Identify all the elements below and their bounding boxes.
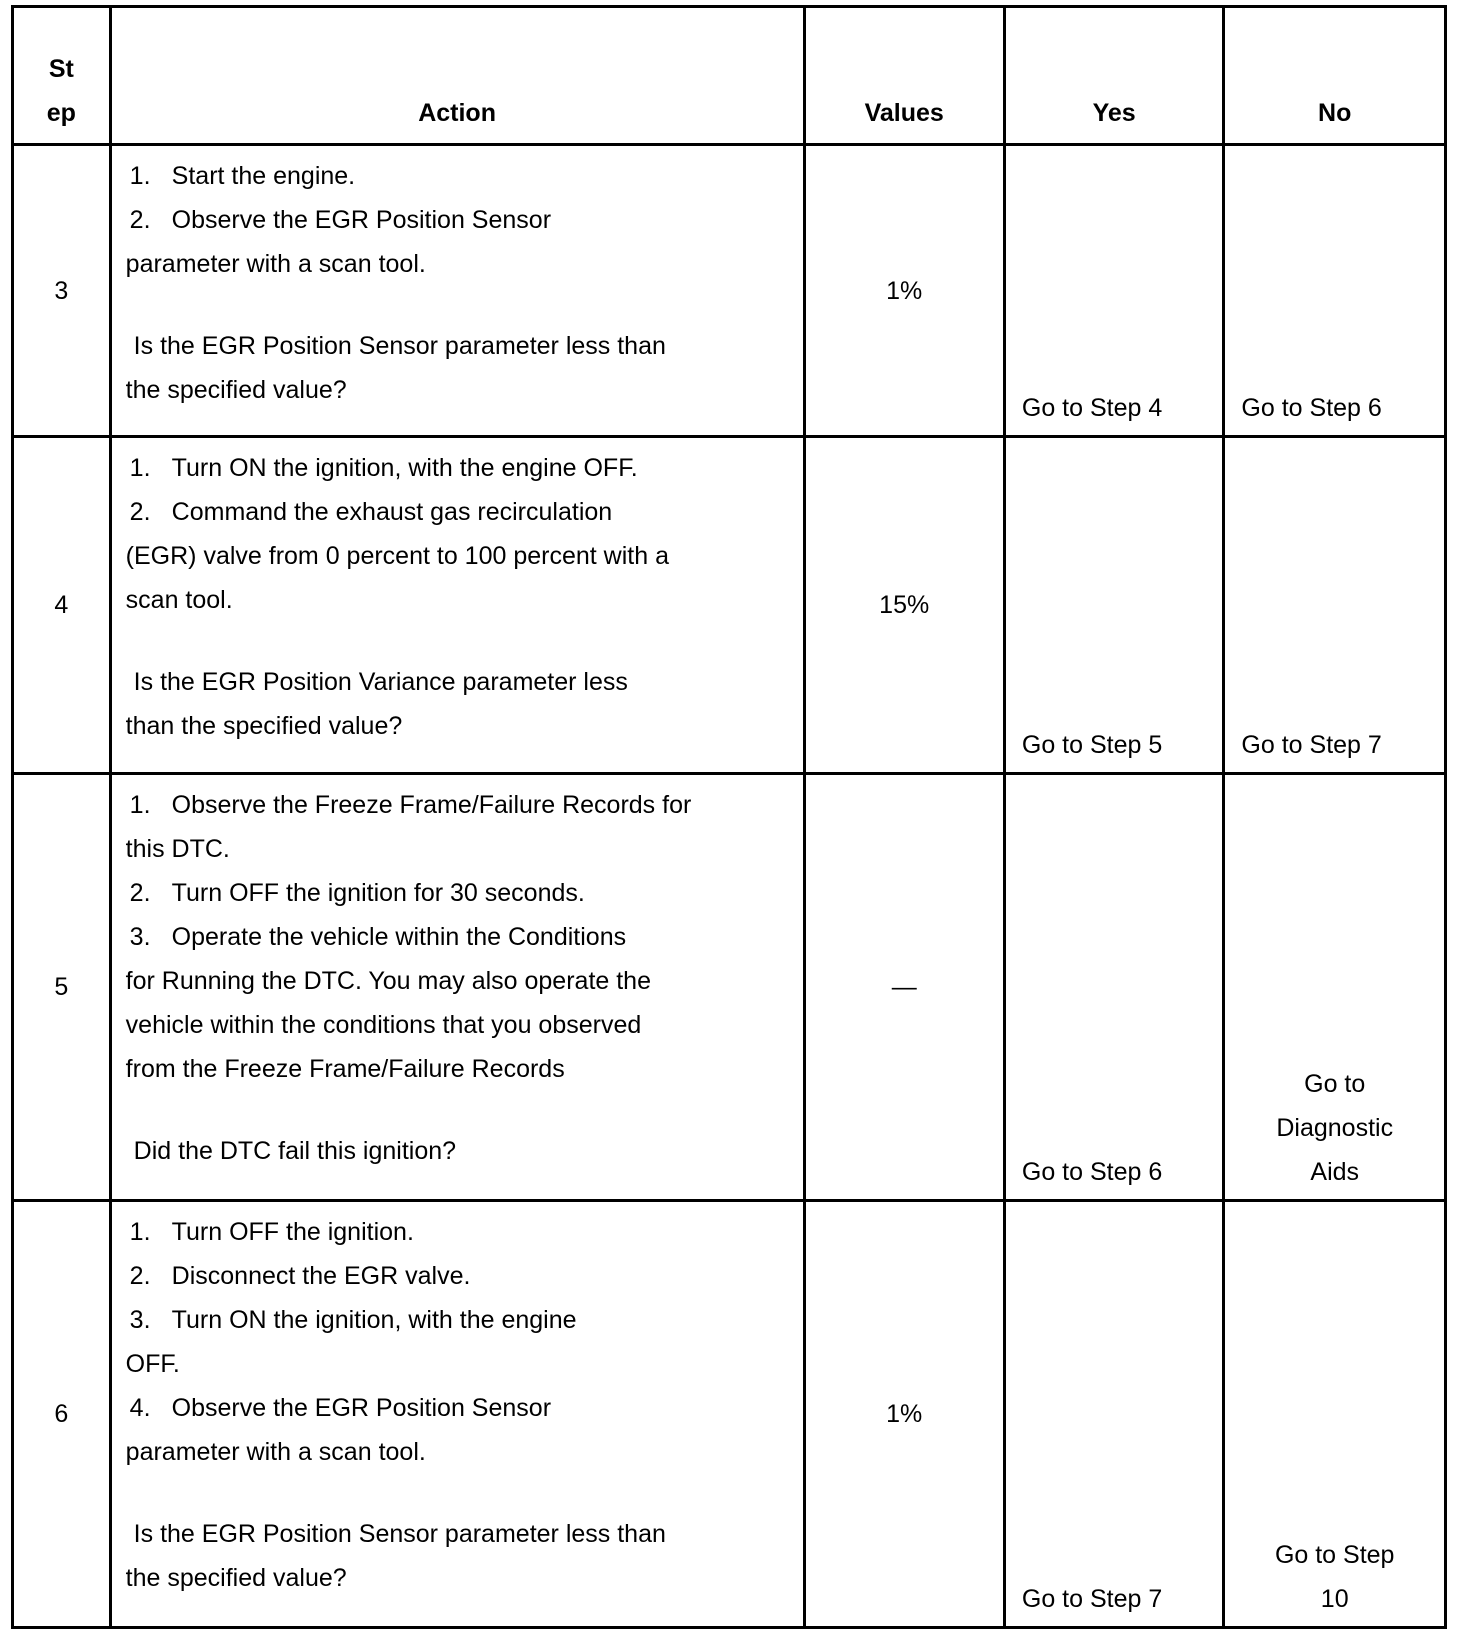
- table-row: [13, 774, 1446, 1201]
- table-row: [13, 437, 1446, 774]
- action-item: 2. Observe the EGR Position Sensor: [129, 206, 552, 234]
- action-item: 1. Turn ON the ignition, with the engine OFF.: [129, 454, 638, 482]
- no-link-line: 10: [1320, 1585, 1349, 1613]
- action-question: the specified value?: [125, 1564, 347, 1592]
- action-cell: [110, 437, 804, 774]
- yes-link[interactable]: Go to Step 5: [1004, 437, 1224, 774]
- yes-column-header: Yes: [1004, 7, 1224, 145]
- diagnostic-table: [11, 5, 1447, 1629]
- yes-link[interactable]: Go to Step 6: [1004, 774, 1224, 1201]
- action-item: 4. Observe the EGR Position Sensor: [129, 1394, 552, 1422]
- step-number: 5: [13, 774, 111, 1201]
- step-column-header: [13, 7, 111, 145]
- table-row: [13, 145, 1446, 437]
- yes-link[interactable]: Go to Step 4: [1004, 145, 1224, 437]
- action-cell: [110, 1201, 804, 1628]
- no-link-line: Go to Step: [1274, 1541, 1395, 1569]
- action-item: 1. Observe the Freeze Frame/Failure Records for: [129, 791, 692, 819]
- action-continuation: scan tool.: [125, 586, 233, 614]
- header-row: [13, 7, 1446, 145]
- no-link[interactable]: [1224, 774, 1446, 1201]
- action-item: 1. Start the engine.: [129, 162, 356, 190]
- action-question: Is the EGR Position Sensor parameter less than: [133, 332, 666, 360]
- action-continuation: OFF.: [125, 1350, 180, 1378]
- action-item: 2. Disconnect the EGR valve.: [129, 1262, 471, 1290]
- value-cell: —: [804, 774, 1004, 1201]
- action-question: Did the DTC fail this ignition?: [133, 1137, 457, 1165]
- no-link-line: Diagnostic: [1276, 1114, 1394, 1142]
- no-link-line: Go to: [1304, 1070, 1366, 1098]
- action-item: 2. Command the exhaust gas recirculation: [129, 498, 613, 526]
- no-link[interactable]: Go to Step 7: [1224, 437, 1446, 774]
- no-link[interactable]: [1224, 1201, 1446, 1628]
- action-column-header: Action: [110, 7, 804, 145]
- action-continuation: from the Freeze Frame/Failure Records: [125, 1055, 565, 1083]
- no-link[interactable]: Go to Step 6: [1224, 145, 1446, 437]
- action-continuation: for Running the DTC. You may also operate the: [125, 967, 651, 995]
- action-question: the specified value?: [125, 376, 347, 404]
- value-cell: 1%: [804, 145, 1004, 437]
- step-header-line1: St: [48, 55, 74, 83]
- action-item: 1. Turn OFF the ignition.: [129, 1218, 414, 1246]
- action-question: Is the EGR Position Variance parameter less: [133, 668, 628, 696]
- yes-link[interactable]: Go to Step 7: [1004, 1201, 1224, 1628]
- values-column-header: Values: [804, 7, 1004, 145]
- action-question: than the specified value?: [125, 712, 403, 740]
- action-cell: [110, 774, 804, 1201]
- step-number: 3: [13, 145, 111, 437]
- action-question: Is the EGR Position Sensor parameter less than: [133, 1520, 666, 1548]
- action-item: 2. Turn OFF the ignition for 30 seconds.: [129, 879, 585, 907]
- action-continuation: parameter with a scan tool.: [125, 250, 426, 278]
- action-item: 3. Turn ON the ignition, with the engine: [129, 1306, 577, 1334]
- no-column-header: No: [1224, 7, 1446, 145]
- step-number: 6: [13, 1201, 111, 1628]
- action-item: 3. Operate the vehicle within the Conditions: [129, 923, 627, 951]
- action-continuation: (EGR) valve from 0 percent to 100 percent with a: [125, 542, 669, 570]
- value-cell: 15%: [804, 437, 1004, 774]
- action-continuation: this DTC.: [125, 835, 230, 863]
- step-header-line2: ep: [46, 99, 76, 127]
- action-continuation: parameter with a scan tool.: [125, 1438, 426, 1466]
- no-link-line: Aids: [1310, 1158, 1360, 1186]
- value-cell: 1%: [804, 1201, 1004, 1628]
- action-cell: [110, 145, 804, 437]
- action-continuation: vehicle within the conditions that you observed: [125, 1011, 642, 1039]
- table-row: [13, 1201, 1446, 1628]
- step-number: 4: [13, 437, 111, 774]
